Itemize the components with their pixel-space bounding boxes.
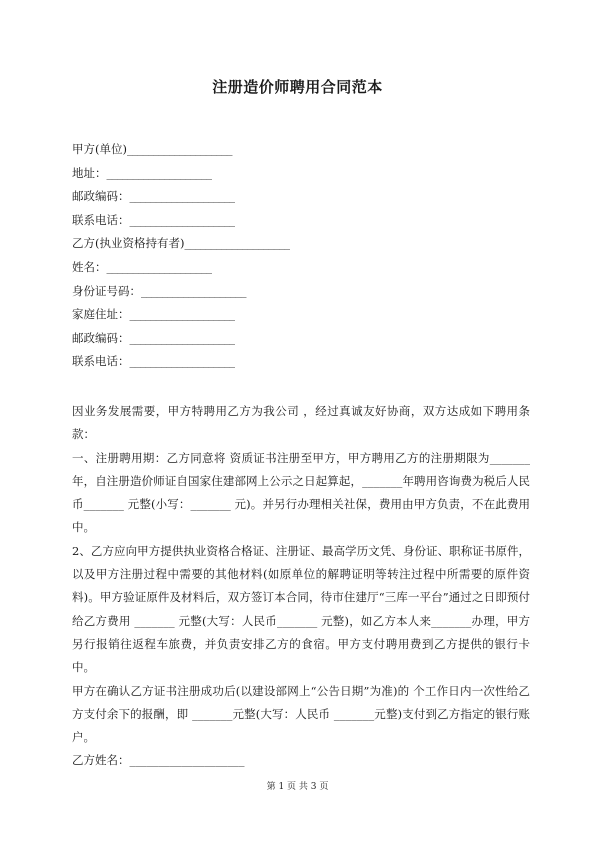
field-label: 联系电话： [72,212,130,227]
field-label: 家庭住址： [72,307,130,322]
field-blank: ____________________ [184,236,290,251]
document-title: 注册造价师聘用合同范本 [212,78,383,96]
field-blank: ____________________ [129,330,235,345]
field-home-address [72,305,289,329]
party-info-fields [72,140,289,376]
field-blank: ____________________ [106,165,212,180]
field-party-b [72,234,289,258]
field-blank: ____________________ [129,212,235,227]
field-postcode-b [72,329,289,353]
field-label: 联系电话： [72,354,130,369]
field-blank: ____________________ [141,283,246,298]
paragraph-clause-1: 一、注册聘用期：乙方同意将 资质证书注册至甲方，甲方聘用乙方的注册期限为_______年，自注册造价师证自国家住建部网上公示之日起算起，_______年聘用咨询费为税后人民币_______ 元整(小写：_______ 元)。并另行办理相关社保，费用由甲方负责，不在此费用中。 [72,450,530,535]
field-label: 邮政编码： [72,330,130,345]
field-id-number [72,282,289,306]
field-blank: ____________________ [126,142,232,156]
field-name [72,258,289,282]
field-blank: ____________________ [129,307,235,322]
field-address [72,164,289,188]
field-label: 甲方(单位) [72,142,127,156]
paragraph-intro: 因业务发展需要，甲方特聘用乙方为我公司 ，经过真诚友好协商，双方达成如下聘用条款： [72,404,530,442]
field-label: 身份证号码： [72,283,141,298]
field-party-a-unit [72,140,289,164]
page-number: 第 1 页 共 3 页 [266,782,329,792]
field-blank: ____________________ [129,354,235,369]
field-blank: ____________________ [129,189,235,204]
field-label: 地址： [72,165,107,180]
field-label: 邮政编码： [72,189,130,204]
field-phone-b [72,352,289,376]
paragraph-payment: 甲方在确认乙方证书注册成功后(以建设部网上“公告日期”为准)的 个工作日内一次性给乙方支付余下的报酬，即 _______元整(大写：人民币 _______元整)支付到乙方指定的银行账户。 [72,683,530,745]
paragraph-clause-2: 2、乙方应向甲方提供执业资格合格证、注册证、最高学历文凭、身份证、职称证书原件，以及甲方注册过程中需要的其他材料(如原单位的解聘证明等转注过程中所需要的原件资料)。甲方验证原件及材料后，双方签订本合同，待市住建厅“三库一平台”通过之日即预付给乙方费用 _______ 元整(大写：人民币_______ 元整)，如乙方本人来_______办理，甲方另行报销往返程车旅费，并负责安排乙方的食宿。甲方支付聘用费到乙方提供的银行卡中。 [72,543,530,675]
field-postcode-a [72,187,289,211]
field-phone-a [72,211,289,235]
field-label: 姓名： [72,259,107,274]
contract-body [72,400,530,773]
field-label: 乙方(执业资格持有者) [72,236,185,251]
field-blank: ____________________ [106,259,212,274]
paragraph-signature: 乙方姓名：____________________ [72,753,245,768]
